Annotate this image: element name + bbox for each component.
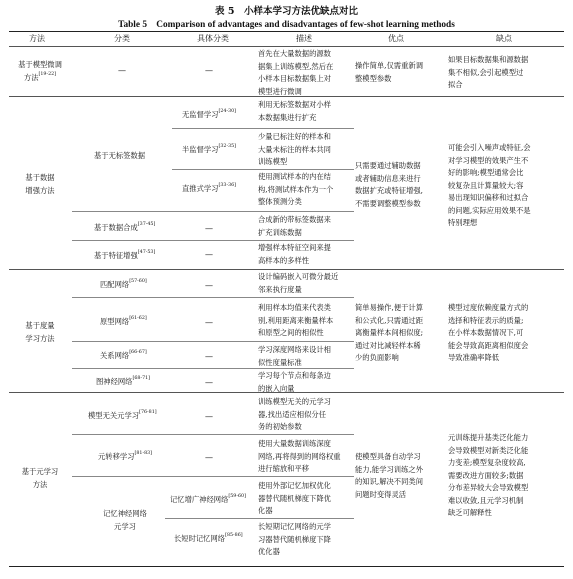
desc-matching-network: 设计编码嵌入可微分最近 邻来执行度量 — [258, 272, 339, 294]
sub-rule-10 — [165, 518, 354, 519]
model-agnostic-subcategory-dash: — — [205, 412, 213, 421]
sub-rule-8 — [72, 434, 354, 435]
sub-rule-7 — [72, 368, 354, 369]
desc-graph-network: 学习每个节点和每条边 的嵌入向量 — [258, 371, 331, 393]
method-augment: 基于数据 增强方法 — [25, 173, 55, 195]
header-bottom-rule — [9, 46, 564, 47]
finetune-category-dash: — — [118, 66, 126, 75]
category-graph-network: 图神经网络[68-71] — [96, 376, 151, 386]
category-model-agnostic: 模型无关元学习[76-81] — [88, 410, 157, 420]
graph-subcategory-dash: — — [205, 378, 213, 387]
relation-subcategory-dash: — — [205, 352, 213, 361]
desc-meta-transfer: 使用大量数据训练深度 网络,再将得到的网络权重 进行缩放和平移 — [258, 439, 341, 473]
method-finetune: 基于模型微调 方法[19-22] — [18, 60, 62, 82]
category-relation-network: 关系网络[66-67] — [100, 350, 147, 360]
feature-subcategory-dash: — — [205, 250, 213, 259]
desc-transductive: 使用测试样本的内在结 构,将测试样本作为一个 整体预测分类 — [258, 172, 334, 206]
desc-synthesis: 合成新的带标签数据来 扩充训练数据 — [258, 215, 331, 237]
finetune-subcategory-dash: — — [205, 66, 213, 75]
sub-unsupervised: 无监督学习[24-30] — [182, 109, 237, 119]
augment-bottom-rule — [9, 269, 564, 270]
sub-rule-2 — [172, 169, 354, 170]
sub-semisupervised: 半监督学习[32-35] — [182, 144, 237, 154]
desc-model-agnostic: 训练模型无关的元学习 器,找出适应相似分任 务的初始参数 — [258, 397, 331, 431]
sub-rule-3 — [72, 211, 354, 212]
header-cons: 缺点 — [496, 34, 512, 43]
header-pros: 优点 — [388, 34, 404, 43]
desc-semisupervised: 少量已标注好的样本和 大量未标注的样本共同 训练模型 — [258, 132, 331, 166]
meta-cons: 元训练提升基类泛化能力 会导致模型对新类泛化能 力变差;模型复杂度较高, 需要改进方面较多;数据 分布差异较大会导致模型 难以收敛,且元学习机制 缺乏可解释性 — [448, 433, 529, 517]
meta-pros: 使模型具备自动学习 能力,能学习训练之外 的知识,解决不同类间 问题时变得灵活 — [355, 452, 423, 499]
augment-pros: 只需要通过辅助数据 或者辅助信息来进行 数据扩充或特征增强, 不需要调整模型参数 — [355, 161, 423, 208]
header-category: 分类 — [114, 34, 130, 43]
category-prototype-network: 原型网络[61-62] — [100, 316, 147, 326]
sub-rule-5 — [72, 297, 354, 298]
sub-transductive: 直推式学习[33-36] — [182, 183, 237, 193]
sub-lstm: 长短时记忆网络[85-86] — [174, 533, 243, 543]
sub-rule-1 — [172, 128, 354, 129]
category-unlabeled: 基于无标签数据 — [94, 151, 146, 160]
desc-feature: 增强样本特征空间来提 高样本的多样性 — [258, 243, 331, 265]
metric-cons: 模型过度依赖度量方式的 选择和特征表示的质量; 在小样本数据情况下,可 能会导致高距离相似度会 导致准确率降低 — [448, 303, 529, 362]
sub-rule-6 — [72, 341, 354, 342]
desc-unsupervised: 利用无标签数据对小样 本数据集进行扩充 — [258, 100, 331, 122]
matching-subcategory-dash: — — [205, 281, 213, 290]
category-matching-network: 匹配网络[57-60] — [100, 279, 147, 289]
metric-pros: 简单易操作,便于计算 和公式化,只需通过距 离衡量样本间相似度; 通过对比减轻样本稀 少的负面影响 — [355, 303, 424, 362]
table-title-en: Table 5 Comparison of advantages and disadvantages of few-shot learning methods — [118, 20, 455, 30]
finetune-description: 首先在大量数据的源数 据集上训练模型,然后在 小样本目标数据集上对 模型进行微调 — [258, 49, 334, 96]
prototype-subcategory-dash: — — [205, 318, 213, 327]
desc-lstm: 长短期记忆网络的元学 习器替代随机梯度下降 优化器 — [258, 522, 331, 556]
header-method: 方法 — [29, 34, 45, 43]
category-feature: 基于特征增强[47-53] — [94, 250, 156, 260]
header-subcategory: 具体分类 — [197, 34, 229, 43]
header-description: 描述 — [296, 34, 312, 43]
meta-transfer-subcategory-dash: — — [205, 453, 213, 462]
category-synthesis: 基于数据合成[37-45] — [94, 222, 156, 232]
table-title-cn: 表 5 小样本学习方法优缺点对比 — [215, 6, 358, 17]
augment-cons: 可能会引入噪声或特征,会 对学习模型的效果产生不 好的影响;模型通常会比 较复杂且计算量较大;容 易出现知识偏移和过拟合 的问题,实际应用效果不是 特别理想 — [448, 143, 531, 227]
category-meta-transfer: 元转移学习[81-83] — [98, 451, 153, 461]
sub-memory-augmented: 记忆增广神经网络[59-60] — [170, 494, 246, 504]
finetune-pros: 操作简单,仅需重新调 整模型参数 — [355, 61, 423, 83]
desc-relation-network: 学习深度网络来设计相 似性度量标准 — [258, 345, 331, 367]
method-metric: 基于度量 学习方法 — [25, 321, 55, 343]
sub-rule-4 — [72, 240, 354, 241]
method-meta: 基于元学习 方法 — [21, 467, 59, 489]
table-bottom-rule — [9, 566, 564, 567]
synthesis-subcategory-dash: — — [205, 224, 213, 233]
finetune-cons: 如果目标数据集和源数据 集不相似,会引起模型过 拟合 — [448, 55, 529, 89]
desc-prototype-network: 利用样本均值来代表类 别,利用距离来衡量样本 和原型之间的相似性 — [258, 303, 334, 337]
sub-rule-9 — [72, 476, 354, 477]
category-memory-network: 记忆神经网络 元学习 — [103, 509, 147, 531]
desc-memory-augmented: 使用外部记忆加权优化 器替代随机梯度下降优 化器 — [258, 481, 331, 515]
